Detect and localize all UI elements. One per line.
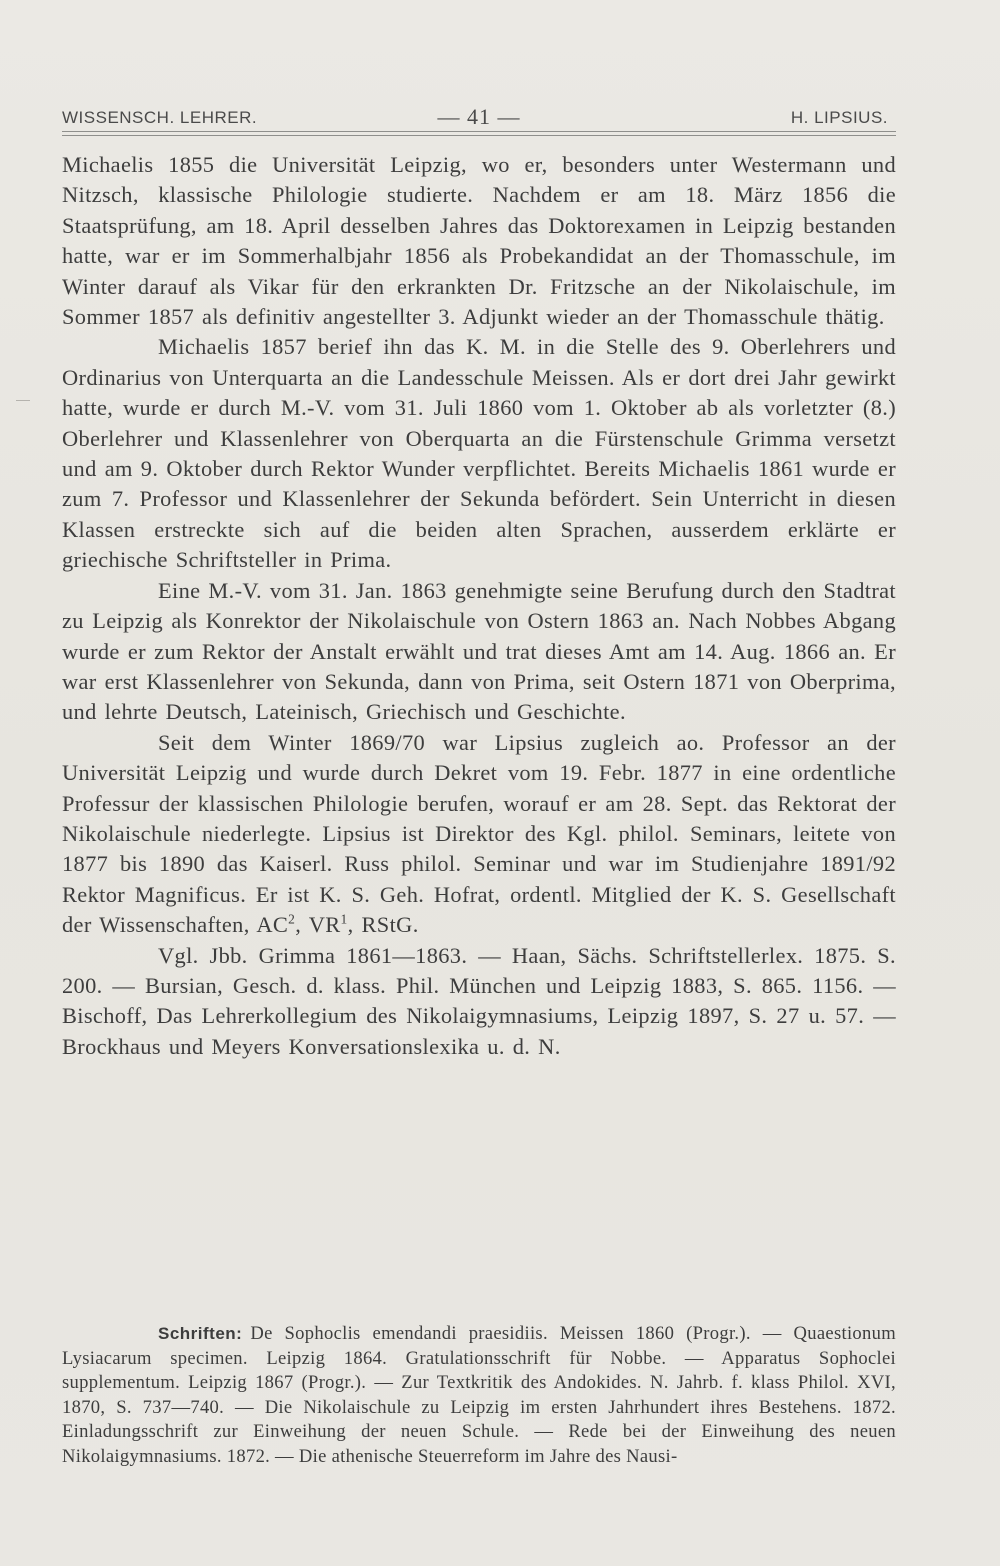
professorship-text-end: , RStG.	[347, 912, 419, 938]
paragraph-professorship	[62, 728, 896, 941]
professorship-text-mid: , VR	[295, 912, 341, 938]
writings-list: De Sophoclis emendandi praesidiis. Meissen 1860 (Progr.). — Quaestionum Lysiacarum specimen. Leipzig 1864. Gratulationsschrift für Nobbe. — Apparatus Sophoclei supplementum. Leipzig 1867 (Progr.). — Zur Textkritik des Andokides. N. Jahrb. f. klass Philol. XVI, 1870, S. 737—740. — Die Nikolaischule zu Leipzig im ersten Jahrhundert ihres Bestehens. 1872. Einladungsschrift zur Einweihung der neuen Schule. — Rede bei der Einweihung des neuen Nikolaigymnasiums. 1872. — Die athenische Steuerreform im Jahre des Nausi-	[62, 1323, 896, 1467]
margin-mark	[16, 400, 30, 401]
header-section-title: WISSENSCH. LEHRER.	[62, 108, 258, 127]
header-person-name: H. LIPSIUS.	[790, 108, 888, 127]
paragraph-education: Michaelis 1855 die Universität Leipzig, wo er, besonders unter Westermann und Nitzsch, klassische Philologie studierte. Nachdem er am 18. März 1856 die Staatsprüfung, am 18. April desselben Jahres das Doktorexamen in Leipzig bestanden hatte, war er im Sommerhalbjahr 1856 als Probekandidat an der Thomasschule, im Winter darauf als Vikar für den erkrankten Dr. Fritzsche an der Nikolaischule, im Sommer 1857 als definitiv angestellter 3. Adjunkt wieder an der Thomasschule thätig.	[62, 152, 896, 330]
header-rule-bottom	[62, 135, 896, 136]
header-rule-top	[62, 131, 896, 132]
paragraph-references: Vgl. Jbb. Grimma 1861—1863. — Haan, Sächs. Schriftstellerlex. 1875. S. 200. — Bursian, Gesch. d. klass. Phil. München und Leipzig 1883, S. 865. 1156. — Bischoff, Das Lehrerkollegium des Nikolaigymnasiums, Leipzig 1897, S. 27 u. 57. — Brockhaus und Meyers Konversationslexika u. d. N.	[62, 942, 896, 1059]
writings-section	[62, 1322, 896, 1470]
writings-label: Schriften:	[158, 1324, 243, 1343]
page-number: — 41 —	[437, 104, 521, 129]
running-head	[62, 104, 896, 134]
professorship-text: Seit dem Winter 1869/70 war Lipsius zugleich ao. Professor an der Universität Leipzig und wurde durch Dekret vom 19. Febr. 1877 in eine ordentliche Professur der klassischen Philologie berufen, worauf er am 28. Sept. das Rektorat der Nikolaischule niederlegte. Lipsius ist Direktor des Kgl. philol. Seminars, leitete von 1877 bis 1890 das Kaiserl. Russ philol. Seminar und war im Studienjahre 1891/92 Rektor Magnificus. Er ist K. S. Geh. Hofrat, ordentl. Mitglied der K. S. Gesellschaft der Wissenschaften, AC	[62, 729, 896, 938]
paragraph-nikolaischule: Eine M.-V. vom 31. Jan. 1863 genehmigte seine Berufung durch den Stadtrat zu Leipzig als Konrektor der Nikolaischule von Ostern 1863 an. Nach Nobbes Abgang wurde er zum Rektor der Anstalt erwählt und trat dieses Amt am 14. Aug. 1866 an. Er war erst Klassenlehrer von Sekunda, dann von Prima, seit Ostern 1871 von Oberprima, und lehrte Deutsch, Lateinisch, Griechisch und Geschichte.	[62, 577, 896, 725]
superscript-ac: 2	[288, 911, 296, 927]
superscript-vr: 1	[340, 911, 348, 927]
body-text	[62, 150, 896, 1062]
paragraph-meissen-grimma: Michaelis 1857 berief ihn das K. M. in die Stelle des 9. Oberlehrers und Ordinarius von Unterquarta an die Landesschule Meissen. Als er dort drei Jahr gewirkt hatte, wurde er durch M.-V. vom 31. Juli 1860 vom 1. Oktober ab als vorletzter (8.) Oberlehrer und Klassenlehrer von Oberquarta an die Fürstenschule Grimma versetzt und am 9. Oktober durch Rektor Wunder verpflichtet. Bereits Michaelis 1861 wurde er zum 7. Professor und Klassenlehrer der Sekunda befördert. Sein Unterricht in diesen Klassen erstreckte sich auf die beiden alten Sprachen, ausserdem erklärte er griechische Schriftsteller in Prima.	[62, 334, 896, 573]
